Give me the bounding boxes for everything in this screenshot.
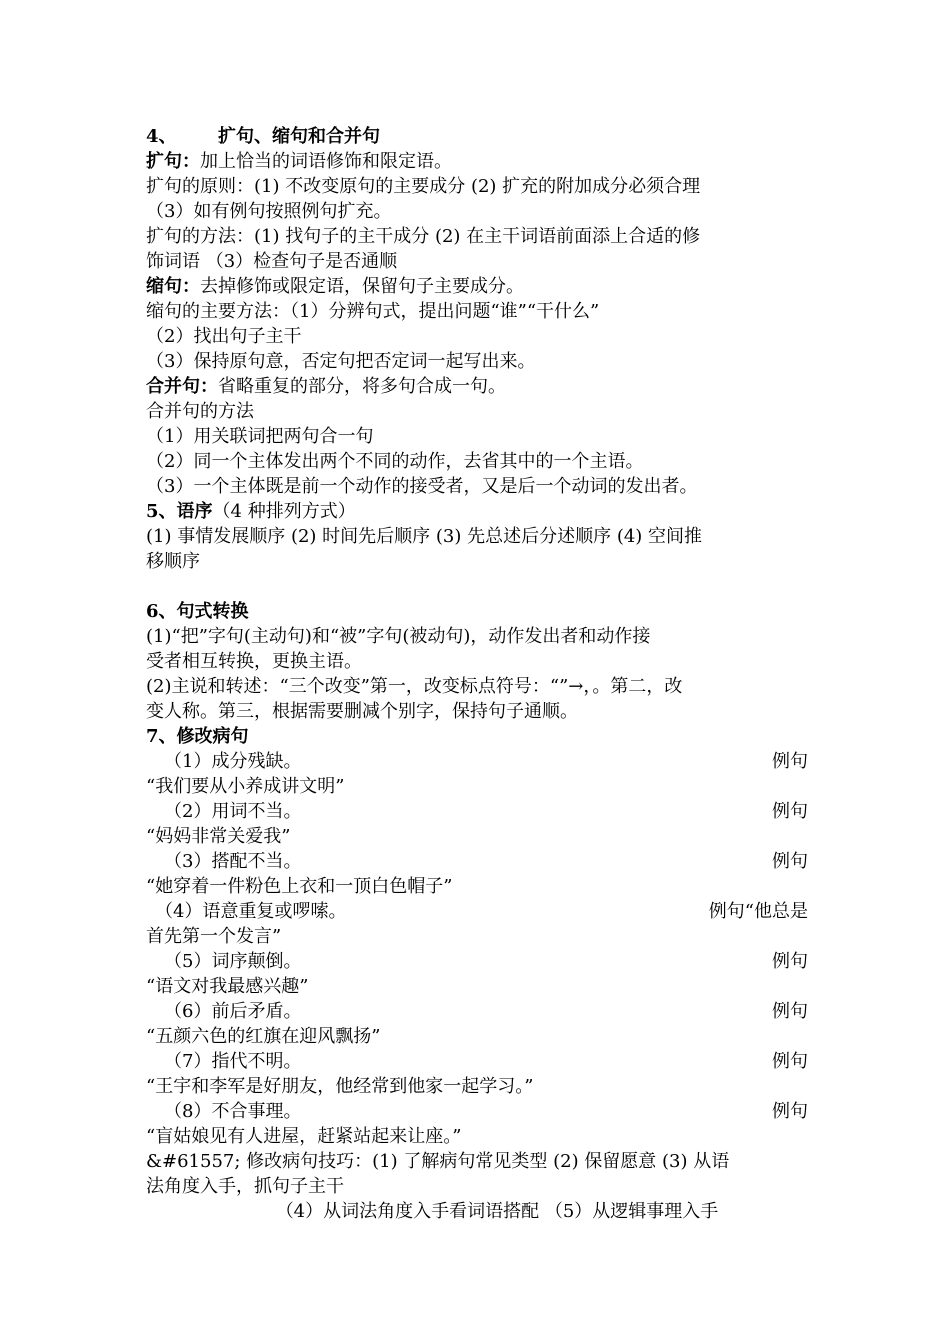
bingju-example: “她穿着一件粉色上衣和一顶白色帽子” <box>146 876 453 897</box>
section-5-title: 5、语序 <box>146 501 213 522</box>
kuoju-principle-line-2: （3）如有例句按照例句扩充。 <box>146 201 392 222</box>
suoju-method-line-3: （3）保持原句意，否定句把否定词一起写出来。 <box>146 351 536 372</box>
bingju-example: “王宇和李军是好朋友，他经常到他家一起学习。” <box>146 1076 534 1097</box>
suoju-label: 缩句： <box>146 276 200 297</box>
bingju-item-5 <box>146 949 808 974</box>
kuoju-principle-line-1: 扩句的原则：(1) 不改变原句的主要成分 (2) 扩充的附加成分必须合理 <box>146 176 701 197</box>
bingju-item-1 <box>146 749 808 774</box>
hebing-method-3: （3）一个主体既是前一个动作的接受者，又是后一个动词的发出者。 <box>146 476 698 497</box>
hebing-method-title: 合并句的方法 <box>146 401 254 422</box>
bingju-item-4 <box>146 899 808 924</box>
suoju-method-line-2: （2）找出句子主干 <box>146 326 302 347</box>
kuoju-method-line-2: 饰词语 （3）检查句子是否通顺 <box>146 251 398 272</box>
example-label: 例句 <box>772 1101 808 1122</box>
hebing-def-text: 省略重复的部分，将多句合成一句。 <box>218 376 506 397</box>
hebing-label: 合并句： <box>146 376 218 397</box>
bingju-example: “盲姑娘见有人进屋，赶紧站起来让座。” <box>146 1126 462 1147</box>
bingju-item-2 <box>146 799 808 824</box>
section-5-line-2: 移顺序 <box>146 551 200 572</box>
hebing-method-1: （1）用关联词把两句合一句 <box>146 426 374 447</box>
section-6-line-2: 受者相互转换，更换主语。 <box>146 651 362 672</box>
section-5-line-1: (1) 事情发展顺序 (2) 时间先后顺序 (3) 先总述后分述顺序 (4) 空间推 <box>146 526 703 547</box>
bingju-example: “妈妈非常关爱我” <box>146 826 291 847</box>
example-label: 例句“他总是 <box>708 901 808 922</box>
tips-line-1: &#61557; 修改病句技巧：(1) 了解病句常见类型 (2) 保留愿意 (3) 从语 <box>146 1151 730 1172</box>
section-6-line-1: (1)“把”字句(主动句)和“被”字句(被动句)，动作发出者和动作接 <box>146 626 651 647</box>
bingju-type: （2）用词不当。 <box>164 801 302 822</box>
bingju-example: “语文对我最感兴趣” <box>146 976 309 997</box>
tips-line-2: 法角度入手，抓句子主干 <box>146 1176 344 1197</box>
tips-line-3: （4）从词法角度入手看词语搭配 （5）从逻辑事理入手 <box>275 1201 719 1222</box>
section-6-line-3: (2)主说和转述：“三个改变”第一，改变标点符号：“”→，。第二，改 <box>146 676 683 697</box>
kuoju-label: 扩句： <box>146 151 200 172</box>
bingju-item-8 <box>146 1099 808 1124</box>
section-4-heading <box>146 124 808 149</box>
bingju-item-6 <box>146 999 808 1024</box>
example-label: 例句 <box>772 801 808 822</box>
bingju-type: （4）语意重复或啰嗦。 <box>155 901 347 922</box>
example-label: 例句 <box>772 851 808 872</box>
kuoju-definition <box>146 149 808 174</box>
hebing-definition <box>146 374 808 399</box>
bingju-example: “我们要从小养成讲文明” <box>146 776 345 797</box>
example-label: 例句 <box>772 1051 808 1072</box>
kuoju-def-text: 加上恰当的词语修饰和限定语。 <box>200 151 452 172</box>
example-label: 例句 <box>772 751 808 772</box>
bingju-item-3 <box>146 849 808 874</box>
bingju-type: （6）前后矛盾。 <box>164 1001 302 1022</box>
bingju-type: （3）搭配不当。 <box>164 851 302 872</box>
kuoju-method-line-1: 扩句的方法：(1) 找句子的主干成分 (2) 在主干词语前面添上合适的修 <box>146 226 701 247</box>
section-4-number: 4、 <box>146 126 177 147</box>
bingju-example: 首先第一个发言” <box>146 926 282 947</box>
bingju-item-7 <box>146 1049 808 1074</box>
section-7-heading: 7、修改病句 <box>146 726 249 747</box>
hebing-method-2: （2）同一个主体发出两个不同的动作，去省其中的一个主语。 <box>146 451 644 472</box>
blank-line <box>146 574 808 599</box>
section-6-line-4: 变人称。第三，根据需要删减个别字，保持句子通顺。 <box>146 701 578 722</box>
section-5-heading <box>146 499 808 524</box>
suoju-method-line-1: 缩句的主要方法：（1）分辨句式，提出问题“谁”“干什么” <box>146 301 600 322</box>
section-4-title: 扩句、缩句和合并句 <box>218 126 380 147</box>
suoju-def-text: 去掉修饰或限定语，保留句子主要成分。 <box>200 276 524 297</box>
bingju-type: （7）指代不明。 <box>164 1051 302 1072</box>
bingju-example: “五颜六色的红旗在迎风飘扬” <box>146 1026 381 1047</box>
example-label: 例句 <box>772 1001 808 1022</box>
bingju-type: （8）不合事理。 <box>164 1101 302 1122</box>
section-6-heading: 6、句式转换 <box>146 601 249 622</box>
example-label: 例句 <box>772 951 808 972</box>
suoju-definition <box>146 274 808 299</box>
document-page <box>146 124 808 1224</box>
bingju-type: （1）成分残缺。 <box>164 751 302 772</box>
bingju-type: （5）词序颠倒。 <box>164 951 302 972</box>
section-5-note: （4 种排列方式） <box>212 501 356 522</box>
